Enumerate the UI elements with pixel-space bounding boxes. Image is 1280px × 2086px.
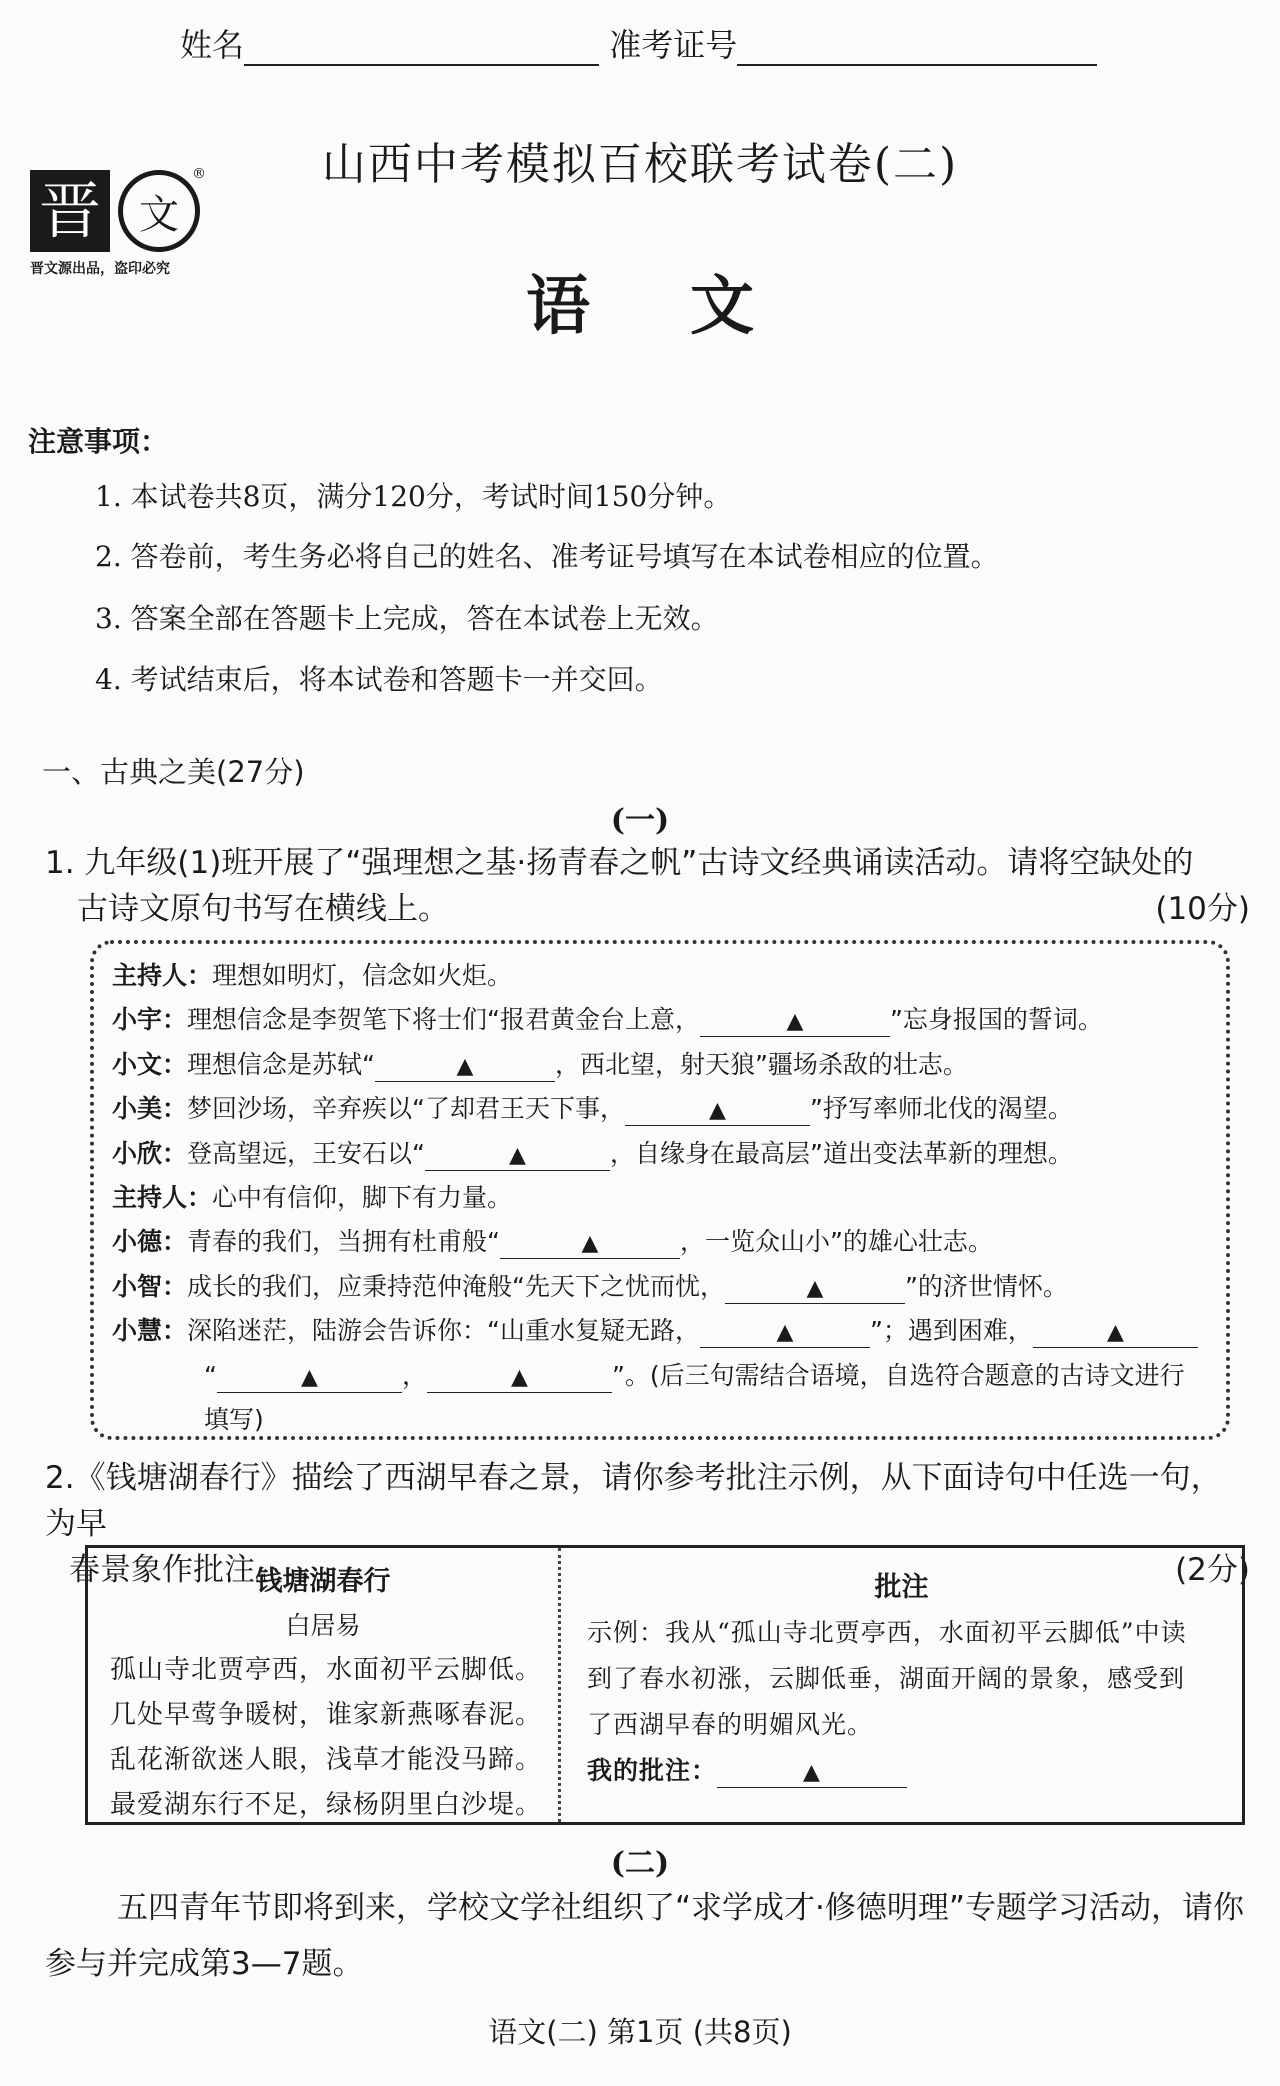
notice-item: 2. 答卷前，考生务必将自己的姓名、准考证号填写在本试卷相应的位置。 xyxy=(95,540,999,573)
poem-line: 几处早莺争暖树，谁家新燕啄春泥。 xyxy=(110,1700,543,1730)
dialogue-line: 小德：青春的我们，当拥有杜甫般“ ▲ ，一览众山小”的雄心壮志。 xyxy=(112,1220,1208,1264)
poem-title: 钱塘湖春行 xyxy=(255,1566,391,1597)
poem-annotation-box xyxy=(85,1545,1245,1825)
dialogue-line: “ ▲ ， ▲ ”。(后三句需结合语境，自选符合题意的古诗文进行 xyxy=(112,1354,1208,1398)
answer-blank[interactable]: ▲ xyxy=(375,1055,555,1082)
answer-blank[interactable]: ▲ xyxy=(217,1366,402,1393)
my-annotation-label: 我的批注： xyxy=(587,1756,718,1785)
dialogue-line: 主持人：心中有信仰，脚下有力量。 xyxy=(112,1183,513,1213)
notice-heading: 注意事项： xyxy=(28,425,169,458)
dialogue-line: 小慧：深陷迷茫，陆游会告诉你：“山重水复疑无路， ▲ ”；遇到困难， ▲ xyxy=(112,1309,1208,1353)
id-label: 准考证号 xyxy=(609,26,738,64)
answer-blank[interactable]: ▲ xyxy=(700,1010,890,1037)
dialogue-line: 填写) xyxy=(204,1405,264,1435)
logo-circle-icon: 文 xyxy=(118,170,200,252)
annotation-example: 到了春水初涨，云脚低垂，湖面开阔的景象，感受到 xyxy=(587,1664,1186,1693)
id-field[interactable] xyxy=(737,36,1097,66)
dialogue-line: 小智：成长的我们，应秉持范仲淹般“先天下之忧而忧， ▲ ”的济世情怀。 xyxy=(112,1265,1208,1309)
dialogue-line: 小宇：理想信念是李贺笔下将士们“报君黄金台上意， ▲ ”忘身报国的誓词。 xyxy=(112,998,1208,1042)
notice-item: 3. 答案全部在答题卡上完成，答在本试卷上无效。 xyxy=(95,602,719,635)
logo-text: 晋文源出品，盗印必究 xyxy=(30,261,170,277)
intro-text: 五四青年节即将到来，学校文学社组织了“求学成才·修德明理”专题学习活动，请你 xyxy=(117,1890,1244,1926)
dialogue-line: 小美：梦回沙场，辛弃疾以“了却君王天下事， ▲ ”抒写率师北伐的渴望。 xyxy=(112,1087,1208,1131)
subject-title: 语文 xyxy=(526,270,854,344)
notice-item: 1. 本试卷共8页，满分120分，考试时间150分钟。 xyxy=(95,480,732,513)
name-field[interactable] xyxy=(244,36,599,66)
answer-blank[interactable]: ▲ xyxy=(500,1232,680,1259)
name-label: 姓名 xyxy=(180,26,245,64)
question-1-text: 1. 九年级(1)班开展了“强理想之基·扬青春之帆”古诗文经典诵读活动。请将空缺处的 xyxy=(45,845,1194,881)
question-score: (2分) xyxy=(1175,1552,1250,1588)
annotation-example: 示例：我从“孤山寺北贾亭西，水面初平云脚低”中读 xyxy=(587,1618,1187,1647)
answer-blank[interactable]: ▲ xyxy=(425,1144,610,1171)
registered-mark: ® xyxy=(192,166,206,182)
poem-line: 最爱湖东行不足，绿杨阴里白沙堤。 xyxy=(110,1790,543,1820)
annotation-title: 批注 xyxy=(874,1572,929,1603)
annotation-blank[interactable]: ▲ xyxy=(717,1761,907,1788)
answer-blank[interactable]: ▲ xyxy=(427,1366,612,1393)
question-score: (10分) xyxy=(1155,891,1250,927)
annotation-panel xyxy=(561,1548,1242,1822)
question-1 xyxy=(45,840,1250,932)
poem-panel xyxy=(88,1548,561,1822)
answer-blank[interactable]: ▲ xyxy=(725,1277,905,1304)
dialogue-line: 主持人：理想如明灯，信念如火炬。 xyxy=(112,961,513,990)
answer-blank[interactable]: ▲ xyxy=(1033,1321,1198,1348)
annotation-example: 了西湖早春的明媚风光。 xyxy=(587,1710,874,1739)
logo-square-icon: 晋 xyxy=(30,170,110,252)
dialogue-box xyxy=(90,940,1230,1440)
answer-blank[interactable]: ▲ xyxy=(700,1321,870,1348)
poem-author: 白居易 xyxy=(285,1611,361,1640)
part-heading: (一) xyxy=(610,803,670,838)
section-title: 一、古典之美(27分) xyxy=(42,755,305,789)
exam-header xyxy=(180,20,1097,66)
answer-blank[interactable]: ▲ xyxy=(625,1099,810,1126)
intro-text: 参与并完成第3—7题。 xyxy=(45,1946,364,1982)
part-heading: (二) xyxy=(610,1846,670,1881)
dialogue-line: 小文：理想信念是苏轼“ ▲ ，西北望，射天狼”疆场杀敌的壮志。 xyxy=(112,1043,1208,1087)
question-2-text: 2.《钱塘湖春行》描绘了西湖早春之景，请你参考批注示例，从下面诗句中任选一句，为早 xyxy=(45,1460,1222,1542)
exam-title: 山西中考模拟百校联考试卷(二) xyxy=(321,139,959,190)
poem-line: 孤山寺北贾亭西，水面初平云脚低。 xyxy=(110,1655,543,1685)
dialogue-line: 小欣：登高望远，王安石以“ ▲ ，自缘身在最高层”道出变法革新的理想。 xyxy=(112,1132,1208,1176)
question-1-text: 古诗文原句书写在横线上。 xyxy=(77,891,449,927)
question-2-text: 春景象作批注。 xyxy=(69,1552,286,1588)
intro-paragraph xyxy=(45,1880,1250,1992)
poem-line: 乱花渐欲迷人眼，浅草才能没马蹄。 xyxy=(110,1745,543,1775)
notice-item: 4. 考试结束后，将本试卷和答题卡一并交回。 xyxy=(95,663,663,696)
page-footer: 语文(二) 第1页 (共8页) xyxy=(488,2015,792,2049)
